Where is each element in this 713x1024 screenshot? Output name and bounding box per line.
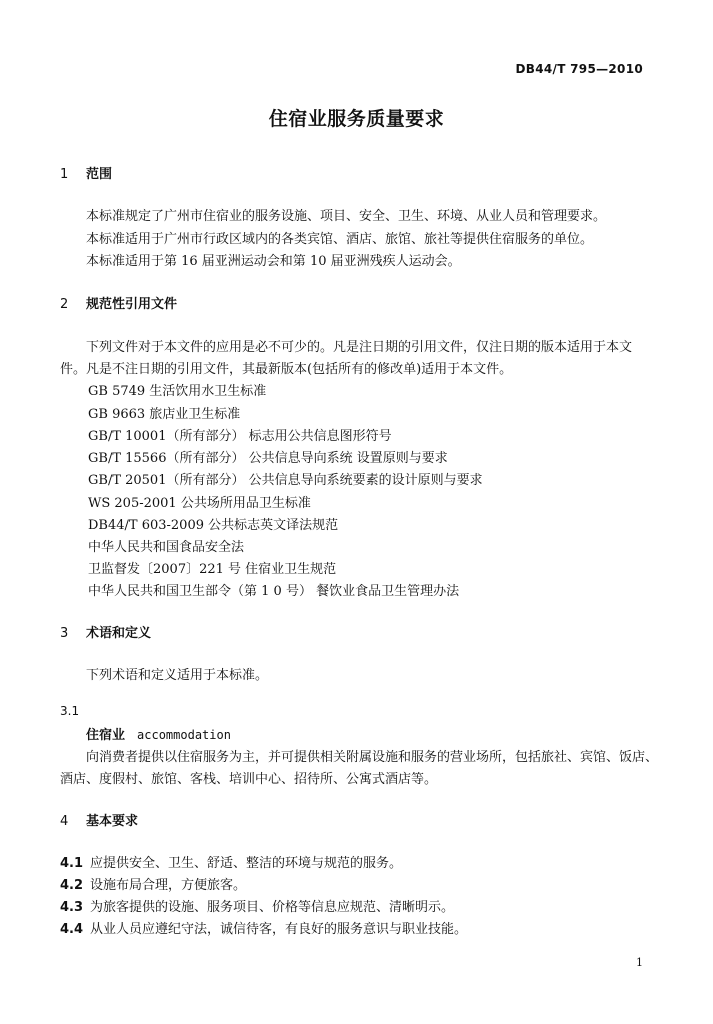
requirement-number: 4.3: [60, 900, 84, 915]
term-chinese: 住宿业: [86, 728, 126, 743]
reference-item: 中华人民共和国食品安全法: [88, 540, 245, 555]
paragraph: 本标准规定了广州市住宿业的服务设施、项目、安全、卫生、环境、从业人员和管理要求。: [86, 209, 607, 224]
reference-item: GB 9663 旅店业卫生标准: [88, 407, 241, 422]
section-2-heading: [60, 293, 177, 312]
requirement-number: 4.4: [60, 922, 84, 937]
section-1-heading: [60, 163, 112, 182]
section-3-heading: [60, 622, 151, 641]
requirement-item: [60, 918, 467, 937]
paragraph: 下列文件对于本文件的应用是必不可少的。凡是注日期的引用文件，仅注日期的版本适用于本文: [86, 340, 633, 355]
section-title: 基本要求: [86, 814, 139, 829]
paragraph: 下列术语和定义适用于本标准。: [86, 668, 269, 683]
section-title: 术语和定义: [86, 626, 152, 641]
reference-item: GB/T 20501（所有部分） 公共信息导向系统要素的设计原则与要求: [88, 473, 483, 488]
document-code: DB44/T 795—2010: [515, 62, 643, 76]
reference-item: GB 5749 生活饮用水卫生标准: [88, 384, 267, 399]
definition: 酒店、度假村、旅馆、客栈、培训中心、招待所、公寓式酒店等。: [60, 772, 438, 787]
reference-item: 卫监督发〔2007〕221 号 住宿业卫生规范: [88, 562, 337, 577]
reference-item: GB/T 15566（所有部分） 公共信息导向系统 设置原则与要求: [88, 451, 448, 466]
requirement-number: 4.2: [60, 878, 84, 893]
requirement-text: 从业人员应遵纪守法，诚信待客，有良好的服务意识与职业技能。: [90, 922, 468, 937]
requirement-item: [60, 874, 246, 893]
subsection-number: 3.1: [60, 704, 80, 718]
requirement-text: 设施布局合理，方便旅客。: [90, 878, 247, 893]
section-4-heading: [60, 810, 138, 829]
requirement-text: 应提供安全、卫生、舒适、整洁的环境与规范的服务。: [90, 856, 403, 871]
paragraph: 件。凡是不注日期的引用文件，其最新版本(包括所有的修改单)适用于本文件。: [60, 362, 513, 377]
section-number: 1: [60, 167, 69, 182]
term: [86, 724, 231, 743]
reference-item: WS 205-2001 公共场所用品卫生标准: [88, 496, 311, 511]
requirement-item: [60, 852, 402, 871]
definition: 向消费者提供以住宿服务为主，并可提供相关附属设施和服务的营业场所，包括旅社、宾馆、饭店、: [86, 750, 659, 765]
page-number: 1: [636, 956, 643, 969]
paragraph: 本标准适用于第 16 届亚洲运动会和第 10 届亚洲残疾人运动会。: [86, 254, 461, 269]
requirement-item: [60, 896, 454, 915]
reference-item: DB44/T 603-2009 公共标志英文译法规范: [88, 518, 339, 533]
section-number: 4: [60, 814, 69, 829]
section-title: 规范性引用文件: [86, 297, 178, 312]
section-number: 2: [60, 297, 69, 312]
paragraph: 本标准适用于广州市行政区域内的各类宾馆、酒店、旅馆、旅社等提供住宿服务的单位。: [86, 232, 594, 247]
reference-item: 中华人民共和国卫生部令（第 1 0 号） 餐饮业食品卫生管理办法: [88, 584, 460, 599]
requirement-text: 为旅客提供的设施、服务项目、价格等信息应规范、清晰明示。: [90, 900, 455, 915]
term-english: accommodation: [137, 728, 231, 742]
reference-item: GB/T 10001（所有部分） 标志用公共信息图形符号: [88, 429, 392, 444]
section-number: 3: [60, 626, 69, 641]
section-title: 范围: [86, 167, 113, 182]
page-title: 住宿业服务质量要求: [268, 108, 445, 130]
requirement-number: 4.1: [60, 856, 84, 871]
